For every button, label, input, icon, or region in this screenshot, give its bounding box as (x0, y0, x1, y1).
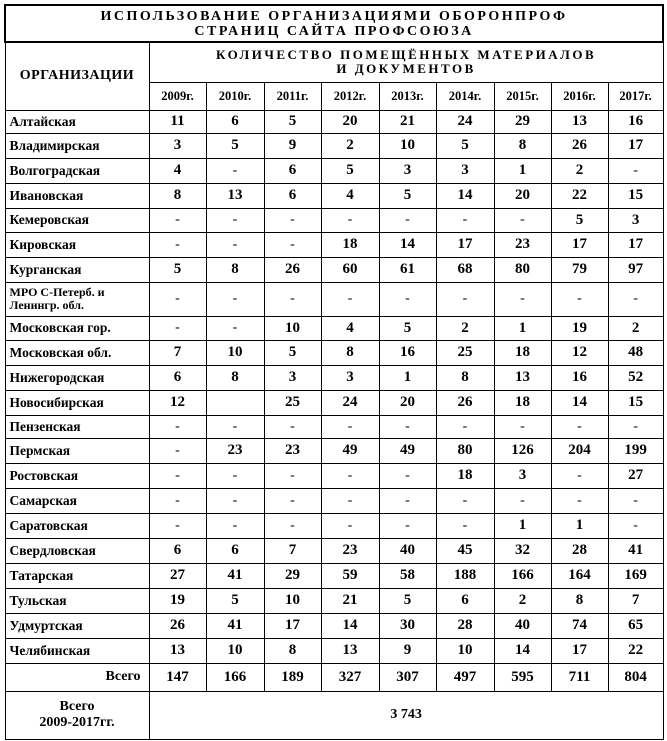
table-row (5, 282, 663, 316)
value-cell: 5 (436, 133, 494, 158)
organization-name: Владимирская (5, 133, 149, 158)
value-cell: 52 (608, 365, 663, 390)
value-cell: 13 (206, 183, 264, 208)
value-cell: - (206, 282, 264, 316)
value-cell: 5 (264, 110, 321, 133)
value-cell: 30 (379, 613, 436, 638)
total-value: 166 (206, 663, 264, 691)
value-cell: 27 (608, 463, 663, 488)
value-cell: 126 (494, 438, 551, 463)
value-cell: 16 (551, 365, 608, 390)
value-cell: 4 (321, 183, 379, 208)
year-header: 2010г. (206, 82, 264, 110)
year-header: 2017г. (608, 82, 663, 110)
value-cell: - (379, 463, 436, 488)
value-cell: - (149, 488, 206, 513)
organization-name: Челябинская (5, 638, 149, 663)
value-cell: 2 (321, 133, 379, 158)
value-cell: - (436, 282, 494, 316)
value-cell: 9 (379, 638, 436, 663)
value-cell: 11 (149, 110, 206, 133)
value-cell: 2 (494, 588, 551, 613)
value-cell: - (206, 488, 264, 513)
value-cell: - (494, 208, 551, 232)
organization-name: Ростовская (5, 463, 149, 488)
value-cell: 13 (149, 638, 206, 663)
organization-name: Удмуртская (5, 613, 149, 638)
value-cell: 5 (149, 257, 206, 282)
value-cell: 8 (206, 365, 264, 390)
totals-row (5, 663, 663, 691)
year-header: 2009г. (149, 82, 206, 110)
value-cell: 23 (321, 538, 379, 563)
value-cell: - (379, 513, 436, 538)
value-cell: 28 (436, 613, 494, 638)
value-cell: 1 (551, 513, 608, 538)
value-cell: 188 (436, 563, 494, 588)
value-cell: 41 (206, 613, 264, 638)
value-cell: 16 (379, 340, 436, 365)
value-cell: 6 (264, 183, 321, 208)
value-cell: 13 (494, 365, 551, 390)
value-cell: 2 (436, 316, 494, 340)
total-value: 307 (379, 663, 436, 691)
value-cell: - (264, 463, 321, 488)
table-row (5, 415, 663, 438)
value-cell: - (494, 488, 551, 513)
value-cell: 8 (264, 638, 321, 663)
year-header: 2012г. (321, 82, 379, 110)
value-cell: 7 (608, 588, 663, 613)
value-cell: 14 (436, 183, 494, 208)
value-cell: - (436, 513, 494, 538)
value-cell: - (149, 463, 206, 488)
value-cell: - (608, 488, 663, 513)
value-cell: - (321, 415, 379, 438)
table-row (5, 613, 663, 638)
value-cell: 28 (551, 538, 608, 563)
value-cell: 10 (264, 316, 321, 340)
organization-name: Татарская (5, 563, 149, 588)
value-cell: 17 (551, 232, 608, 257)
value-cell: 10 (379, 133, 436, 158)
table-row (5, 208, 663, 232)
value-cell: - (551, 282, 608, 316)
value-cell: 18 (321, 232, 379, 257)
value-cell: 32 (494, 538, 551, 563)
value-cell: - (264, 488, 321, 513)
organization-name: Кировская (5, 232, 149, 257)
value-cell: 8 (551, 588, 608, 613)
value-cell: - (436, 415, 494, 438)
value-cell: 169 (608, 563, 663, 588)
total-value: 711 (551, 663, 608, 691)
value-cell: 17 (264, 613, 321, 638)
value-cell: 5 (379, 588, 436, 613)
value-cell: - (264, 415, 321, 438)
table-row (5, 538, 663, 563)
value-cell: 1 (494, 513, 551, 538)
value-cell: 4 (149, 158, 206, 183)
value-cell: 164 (551, 563, 608, 588)
grand-total-label (5, 691, 149, 739)
value-cell: 29 (494, 110, 551, 133)
value-cell: 5 (379, 183, 436, 208)
value-cell: 17 (551, 638, 608, 663)
value-cell: 5 (379, 316, 436, 340)
value-cell: 1 (494, 158, 551, 183)
table-row (5, 158, 663, 183)
value-cell: - (608, 282, 663, 316)
value-cell: 5 (206, 133, 264, 158)
value-cell: 22 (608, 638, 663, 663)
value-cell: 68 (436, 257, 494, 282)
value-cell: - (149, 232, 206, 257)
table-row (5, 232, 663, 257)
organization-name: Свердловская (5, 538, 149, 563)
value-cell: - (321, 488, 379, 513)
organization-name: Московская гор. (5, 316, 149, 340)
value-cell: 20 (494, 183, 551, 208)
value-cell: 10 (264, 588, 321, 613)
organization-name: Ивановская (5, 183, 149, 208)
value-cell: - (494, 415, 551, 438)
value-cell: 24 (321, 390, 379, 415)
value-cell: - (264, 513, 321, 538)
value-cell: 6 (436, 588, 494, 613)
value-cell (206, 390, 264, 415)
value-cell: 19 (149, 588, 206, 613)
value-cell: 79 (551, 257, 608, 282)
value-cell: 12 (551, 340, 608, 365)
value-cell: 4 (321, 316, 379, 340)
value-cell: 15 (608, 183, 663, 208)
value-cell: - (264, 282, 321, 316)
value-cell: 199 (608, 438, 663, 463)
value-cell: 13 (551, 110, 608, 133)
value-cell: 18 (494, 340, 551, 365)
value-cell: 7 (149, 340, 206, 365)
value-cell: - (551, 463, 608, 488)
value-cell: 59 (321, 563, 379, 588)
total-value: 147 (149, 663, 206, 691)
value-cell: - (206, 316, 264, 340)
table-row (5, 563, 663, 588)
value-cell: 18 (436, 463, 494, 488)
year-header: 2013г. (379, 82, 436, 110)
organization-name: Кемеровская (5, 208, 149, 232)
table-row (5, 340, 663, 365)
value-cell: 8 (149, 183, 206, 208)
value-cell: - (264, 232, 321, 257)
table-row (5, 588, 663, 613)
value-cell: - (149, 415, 206, 438)
value-cell: 5 (321, 158, 379, 183)
value-cell: 19 (551, 316, 608, 340)
value-cell: 2 (551, 158, 608, 183)
value-cell: - (608, 158, 663, 183)
value-cell: 16 (608, 110, 663, 133)
year-header: 2014г. (436, 82, 494, 110)
table-title-line1: ИСПОЛЬЗОВАНИЕ ОРГАНИЗАЦИЯМИ ОБОРОНПРОФ (100, 8, 568, 24)
value-cell: 41 (206, 563, 264, 588)
year-header: 2011г. (264, 82, 321, 110)
total-label: Всего (5, 663, 149, 691)
table-row (5, 513, 663, 538)
value-cell: 6 (264, 158, 321, 183)
value-cell: - (379, 415, 436, 438)
table-title-line2: СТРАНИЦ САЙТА ПРОФСОЮЗА (194, 23, 474, 39)
value-cell: 8 (494, 133, 551, 158)
year-header: 2015г. (494, 82, 551, 110)
table-row (5, 257, 663, 282)
value-cell: 97 (608, 257, 663, 282)
value-cell: 9 (264, 133, 321, 158)
value-cell: 20 (321, 110, 379, 133)
value-cell: 7 (264, 538, 321, 563)
table-row (5, 390, 663, 415)
value-cell: - (149, 208, 206, 232)
value-cell: 8 (436, 365, 494, 390)
organization-name: МРО С-Петерб. и Ленингр. обл. (5, 282, 149, 316)
grand-total-label-line1: Всего (59, 699, 95, 714)
value-cell: 6 (206, 110, 264, 133)
header-quantity-line2: И ДОКУМЕНТОВ (336, 61, 476, 77)
value-cell: - (379, 488, 436, 513)
value-cell: - (264, 208, 321, 232)
value-cell: 22 (551, 183, 608, 208)
value-cell: 14 (551, 390, 608, 415)
grand-total-value: 3 743 (149, 691, 663, 739)
grand-total-label-line2: 2009-2017гг. (39, 715, 115, 730)
header-quantity-line1: КОЛИЧЕСТВО ПОМЕЩЁННЫХ МАТЕРИАЛОВ (215, 47, 597, 63)
value-cell: 23 (494, 232, 551, 257)
value-cell: 3 (264, 365, 321, 390)
value-cell: 17 (436, 232, 494, 257)
organization-name: Саратовская (5, 513, 149, 538)
organization-name: Самарская (5, 488, 149, 513)
value-cell: 20 (379, 390, 436, 415)
value-cell: - (608, 513, 663, 538)
value-cell: 58 (379, 563, 436, 588)
value-cell: 61 (379, 257, 436, 282)
value-cell: - (551, 415, 608, 438)
table-row (5, 463, 663, 488)
value-cell: 29 (264, 563, 321, 588)
organization-name: Волгоградская (5, 158, 149, 183)
value-cell: 8 (206, 257, 264, 282)
value-cell: 27 (149, 563, 206, 588)
value-cell: 26 (264, 257, 321, 282)
organization-name: Новосибирская (5, 390, 149, 415)
table-row (5, 183, 663, 208)
value-cell: 10 (436, 638, 494, 663)
value-cell: 18 (494, 390, 551, 415)
value-cell: 6 (149, 538, 206, 563)
value-cell: 8 (321, 340, 379, 365)
value-cell: 40 (494, 613, 551, 638)
value-cell: 48 (608, 340, 663, 365)
value-cell: 204 (551, 438, 608, 463)
value-cell: - (321, 463, 379, 488)
value-cell: 3 (321, 365, 379, 390)
value-cell: - (206, 208, 264, 232)
organization-name: Курганская (5, 257, 149, 282)
value-cell: 3 (379, 158, 436, 183)
value-cell: - (321, 513, 379, 538)
value-cell: 10 (206, 340, 264, 365)
organization-name: Алтайская (5, 110, 149, 133)
table-row (5, 110, 663, 133)
usage-table (4, 4, 664, 740)
table-row (5, 438, 663, 463)
table-row (5, 488, 663, 513)
value-cell: 3 (608, 208, 663, 232)
table-row (5, 638, 663, 663)
value-cell: 23 (264, 438, 321, 463)
value-cell: 49 (379, 438, 436, 463)
value-cell: 10 (206, 638, 264, 663)
value-cell: 1 (494, 316, 551, 340)
value-cell: 17 (608, 232, 663, 257)
value-cell: 60 (321, 257, 379, 282)
table-title (5, 5, 663, 42)
value-cell: - (149, 513, 206, 538)
value-cell: 15 (608, 390, 663, 415)
value-cell: 80 (436, 438, 494, 463)
value-cell: 80 (494, 257, 551, 282)
value-cell: - (321, 208, 379, 232)
total-value: 327 (321, 663, 379, 691)
grand-total-row (5, 691, 663, 739)
value-cell: 5 (264, 340, 321, 365)
value-cell: 3 (149, 133, 206, 158)
value-cell: 25 (436, 340, 494, 365)
value-cell: - (379, 208, 436, 232)
value-cell: 26 (436, 390, 494, 415)
year-header: 2016г. (551, 82, 608, 110)
value-cell: - (206, 415, 264, 438)
value-cell: - (206, 463, 264, 488)
value-cell: 6 (206, 538, 264, 563)
value-cell: 14 (379, 232, 436, 257)
value-cell: - (608, 415, 663, 438)
value-cell: 21 (321, 588, 379, 613)
value-cell: 3 (436, 158, 494, 183)
value-cell: 6 (149, 365, 206, 390)
organization-name: Московская обл. (5, 340, 149, 365)
value-cell: 17 (608, 133, 663, 158)
table-row (5, 133, 663, 158)
organization-name: Нижегородская (5, 365, 149, 390)
value-cell: 1 (379, 365, 436, 390)
value-cell: 45 (436, 538, 494, 563)
value-cell: 23 (206, 438, 264, 463)
value-cell: 13 (321, 638, 379, 663)
header-quantity (149, 42, 663, 82)
value-cell: - (551, 488, 608, 513)
table-row (5, 316, 663, 340)
total-value: 595 (494, 663, 551, 691)
value-cell: - (149, 316, 206, 340)
value-cell: - (206, 232, 264, 257)
value-cell: 26 (551, 133, 608, 158)
value-cell: - (149, 282, 206, 316)
value-cell: 166 (494, 563, 551, 588)
value-cell: - (149, 438, 206, 463)
organization-name: Пермская (5, 438, 149, 463)
value-cell: 14 (494, 638, 551, 663)
value-cell: 21 (379, 110, 436, 133)
value-cell: - (206, 158, 264, 183)
value-cell: - (436, 208, 494, 232)
value-cell: - (494, 282, 551, 316)
value-cell: - (379, 282, 436, 316)
value-cell: 2 (608, 316, 663, 340)
value-cell: 25 (264, 390, 321, 415)
value-cell: 5 (206, 588, 264, 613)
value-cell: 65 (608, 613, 663, 638)
value-cell: 26 (149, 613, 206, 638)
value-cell: - (436, 488, 494, 513)
total-value: 804 (608, 663, 663, 691)
total-value: 189 (264, 663, 321, 691)
value-cell: 74 (551, 613, 608, 638)
value-cell: 40 (379, 538, 436, 563)
header-organizations: ОРГАНИЗАЦИИ (5, 42, 149, 110)
organization-name: Пензенская (5, 415, 149, 438)
table-row (5, 365, 663, 390)
organization-name: Тульская (5, 588, 149, 613)
value-cell: 5 (551, 208, 608, 232)
value-cell: 14 (321, 613, 379, 638)
value-cell: - (321, 282, 379, 316)
total-value: 497 (436, 663, 494, 691)
value-cell: 3 (494, 463, 551, 488)
value-cell: 24 (436, 110, 494, 133)
value-cell: 49 (321, 438, 379, 463)
value-cell: 41 (608, 538, 663, 563)
value-cell: 12 (149, 390, 206, 415)
value-cell: - (206, 513, 264, 538)
